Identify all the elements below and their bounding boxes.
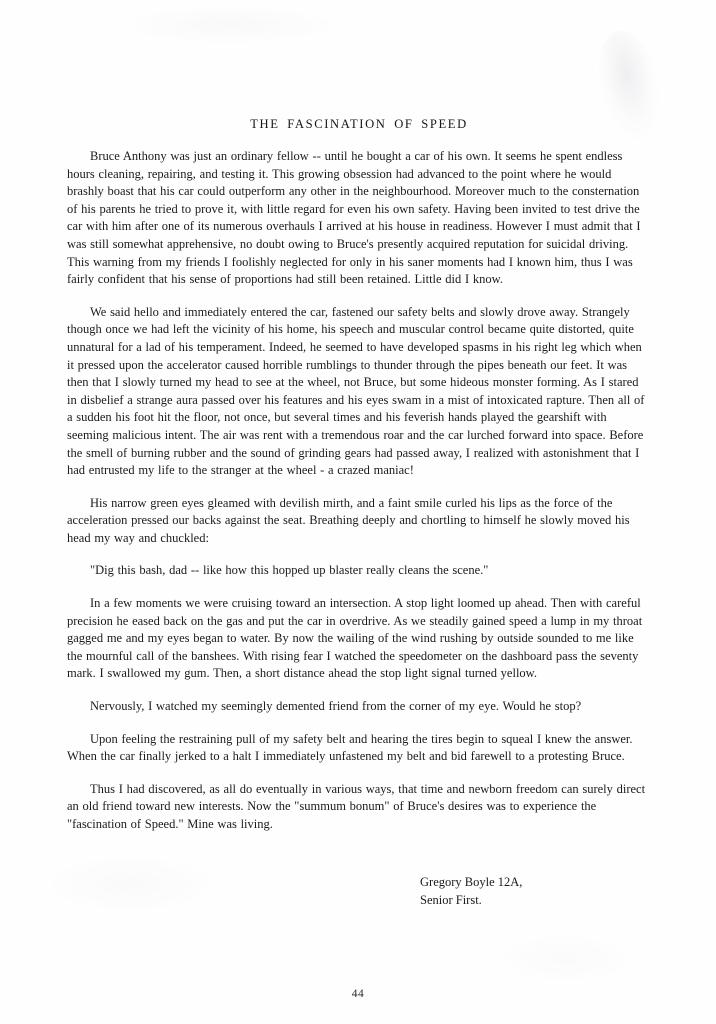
paragraph: Upon feeling the restraining pull of my safety belt and hearing the tires begin to squeal I knew the answer. When the car finally jerked to a halt I immediately unfastened my belt and bid farewell to a protesting Bruce. [67,731,633,764]
page-number: 44 [351,988,365,1000]
paragraph: His narrow green eyes gleamed with devilish mirth, and a faint smile curled his lips as the force of the acceleration pressed our backs against the seat. Breathing deeply and chortling to himself he slowly moved his head my way and chuckled: [67,495,630,545]
author-name: Gregory Boyle 12A, [420,875,523,889]
author-signature-block [420,874,651,909]
article-body [67,148,651,849]
page-title: THE FASCINATION OF SPEED [250,117,468,131]
author-affiliation: Senior First. [420,892,482,907]
paragraph: Bruce Anthony was just an ordinary fellow -- until he bought a car of his own. It seems he spent endless hours cleaning, repairing, and testing it. This growing obsession had advanced to the point where he would brashly boast that his car could outperform any other in the neighbourhood. Moreover much to the consternation of his parents he tried to prove it, with little regard for even his own safety. Having been invited to test drive the car with him after one of its numerous overhauls I arrived at his house in readiness. However I must admit that I was still somewhat apprehensive, no doubt owing to Bruce's presently acquired reputation for suicidal driving. This warning from my friends I foolishly neglected for only in his saner moments had I known him, thus I was fairly confident that his sense of proportions had still been retained. Little did I know. [67,149,641,287]
scan-artifact [120,5,340,45]
quoted-dialogue: "Dig this bash, dad -- like how this hopped up blaster really cleans the scene." [90,563,489,578]
scan-artifact [496,934,636,984]
paragraph: We said hello and immediately entered the car, fastened our safety belts and slowly drove away. Strangely though once we had left the vicinity of his home, his speech and muscular control became quite distorted, quite unnatural for a lad of his temperament. Indeed, he seemed to have developed spasms in his right leg which when it pressed upon the accelerator caused horrible rumblings to thunder through the pipes beneath our feet. It was then that I slowly turned my head to see at the wheel, not Bruce, but some hideous monster forming. As I stared in disbelief a strange aura passed over his features and his eyes swam in a mist of intoxicated rapture. Then all of a sudden his foot hit the floor, not once, but several times and his feverish hands played the gearshift with seeming malicious intent. The air was rent with a tremendous roar and the car lurched forward into space. Before the smell of burning rubber and the sound of grinding gears had passed away, I realized with astonishment that I had entrusted my life to the stranger at the wheel - a crazed maniac! [67,304,645,478]
paragraph: In a few moments we were cruising toward an intersection. A stop light loomed up ahead. Then with careful precision he eased back on the gas and put the car in overdrive. As we steadily gained speed a lump in my throat gagged me and my eyes began to water. By now the wailing of the wind rushing by outside sounded to me like the mournful call of the banshees. With rising fear I watched the speedometer on the dashboard pass the seventy mark. I swallowed my gum. Then, a short distance ahead the stop light signal turned yellow. [67,596,643,681]
paragraph: Thus I had discovered, as all do eventually in various ways, that time and newborn freedom can surely direct an old friend toward new interests. Now the "summum bonum" of Bruce's desires was to experience the "fascination of Speed." Mine was living. [67,781,646,831]
paragraph: Nervously, I watched my seemingly demented friend from the corner of my eye. Would he stop? [90,699,582,714]
scan-artifact [40,854,220,914]
